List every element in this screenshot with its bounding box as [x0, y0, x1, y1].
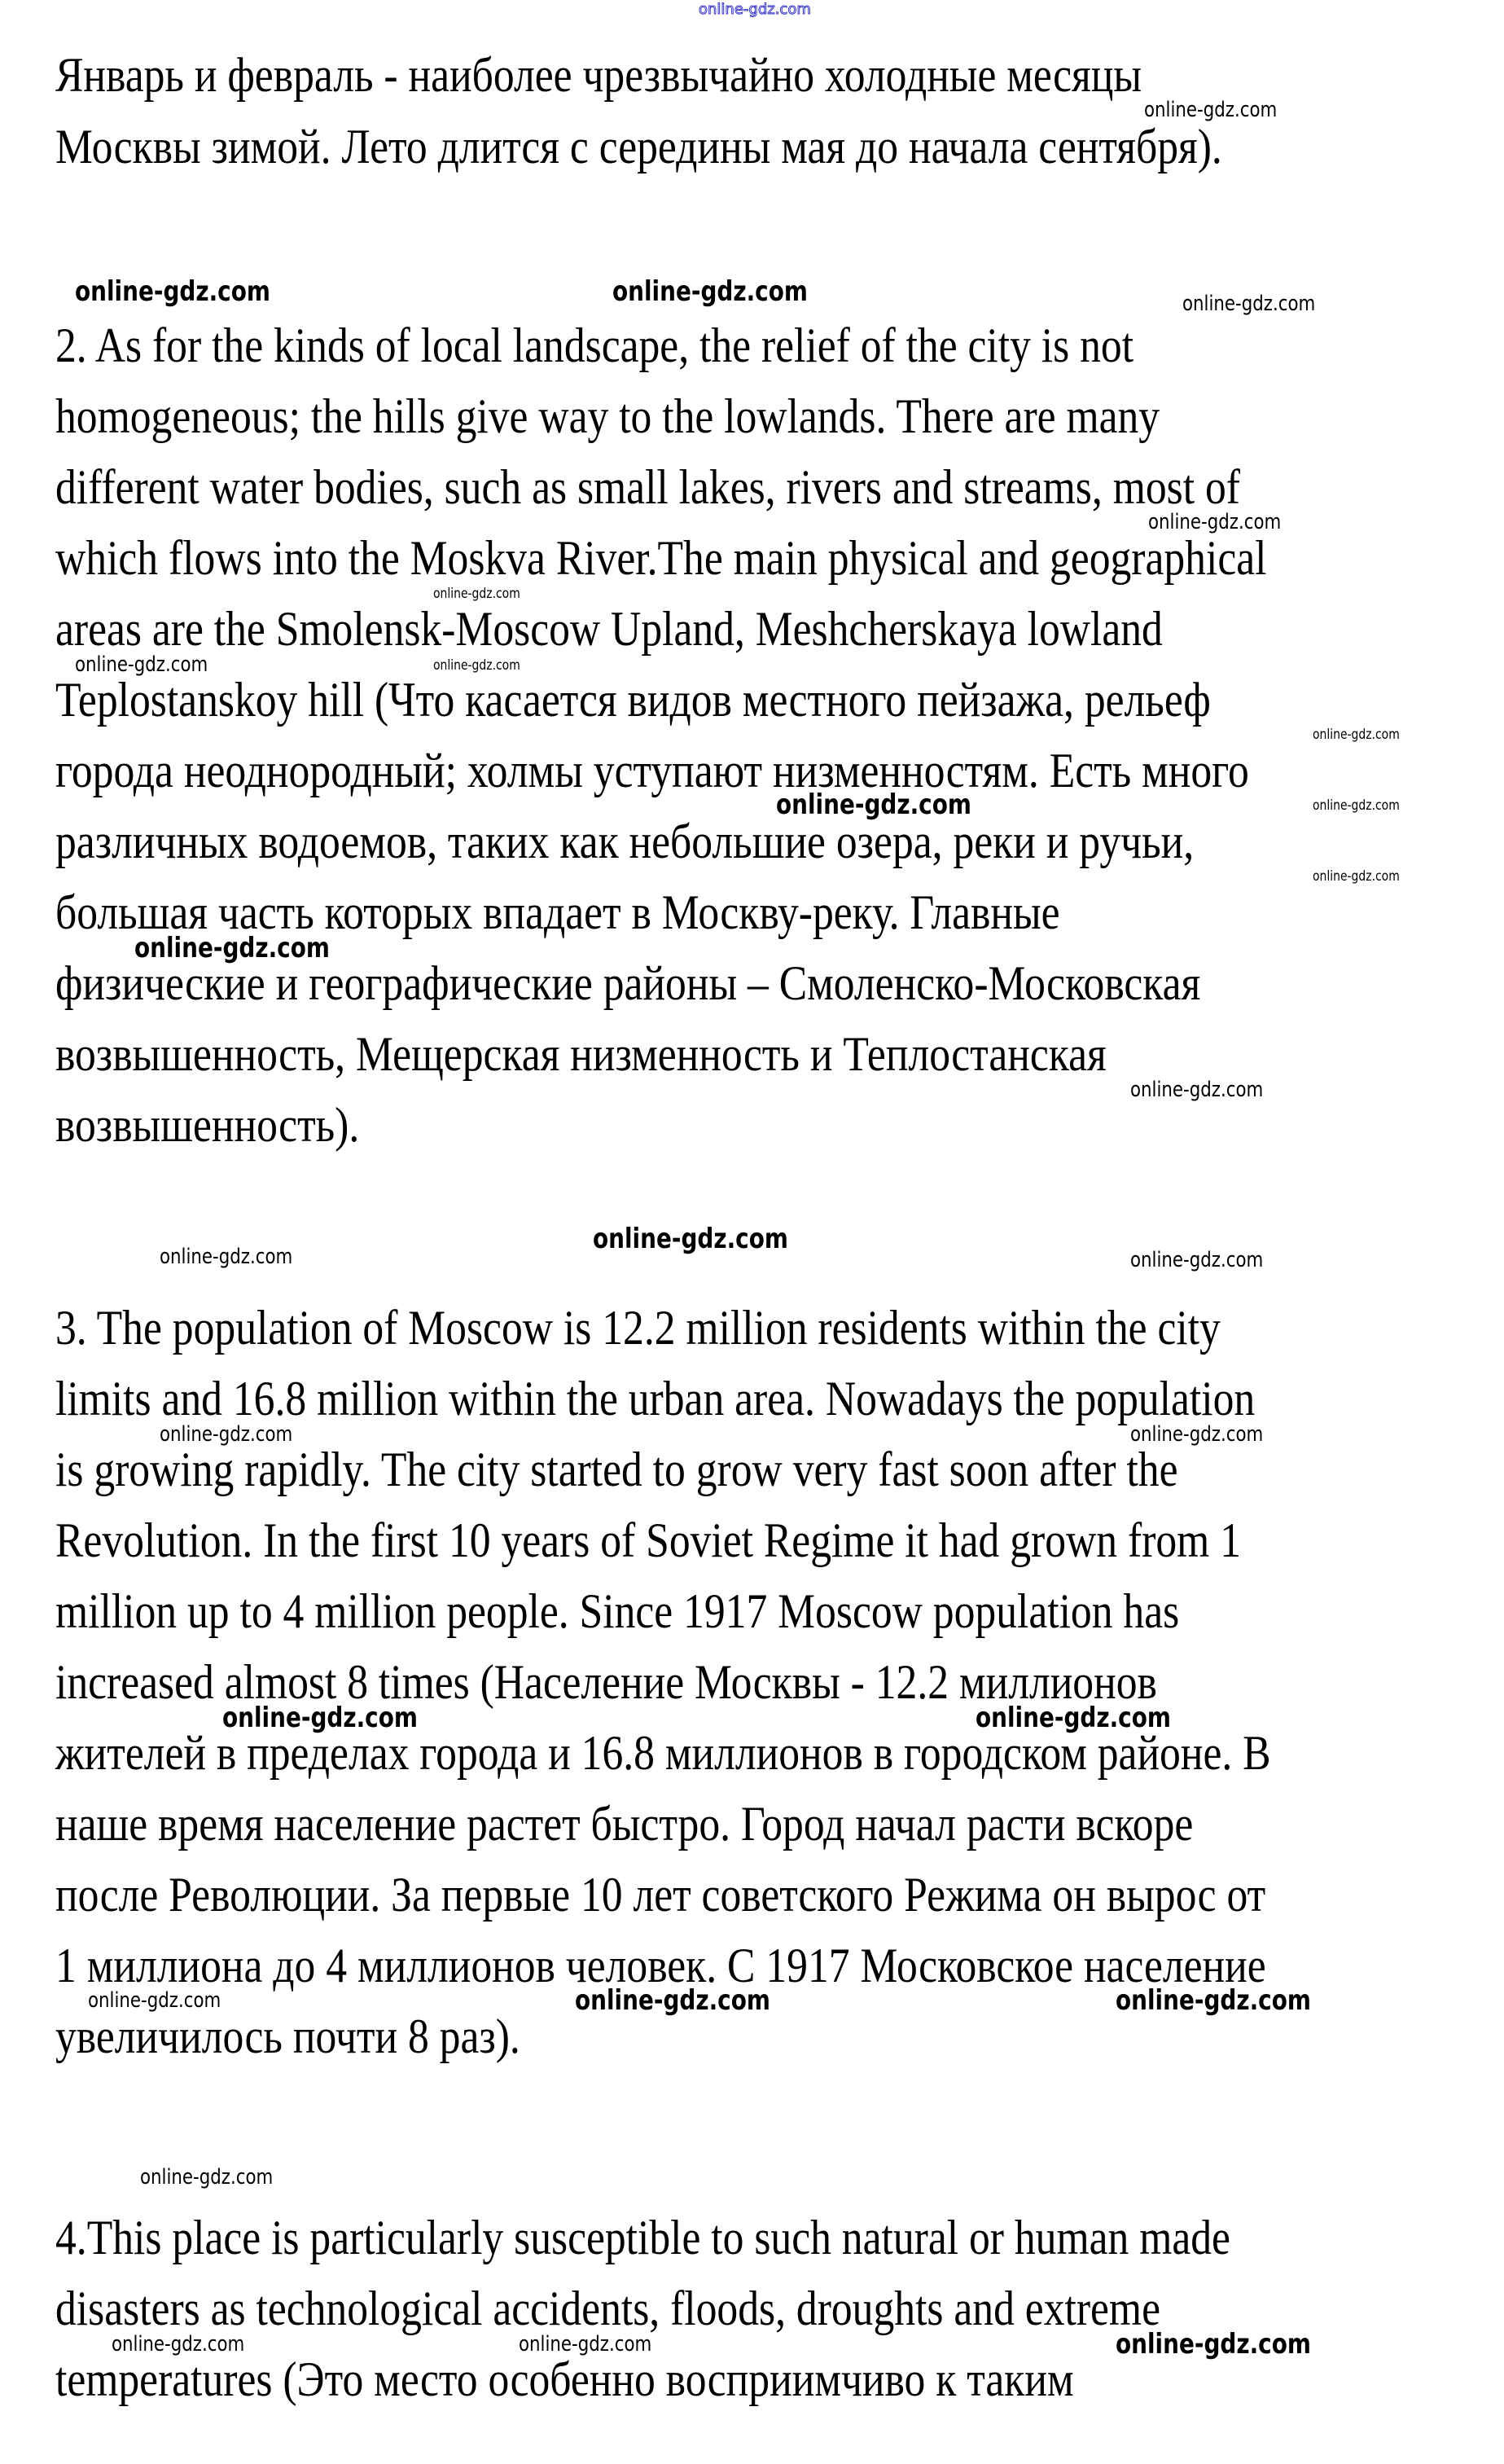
- text-line: increased almost 8 times (Население Москвы - 12.2 миллионов: [55, 1655, 1157, 1709]
- watermark: online-gdz.com: [222, 1702, 418, 1734]
- watermark: online-gdz.com: [433, 657, 520, 674]
- text-line: 3. The population of Moscow is 12.2 million residents within the city: [55, 1301, 1221, 1355]
- text-line: физические и географические районы – Смоленско-Московская: [55, 956, 1201, 1010]
- text-line: 4.This place is particularly susceptible to such natural or human made: [55, 2211, 1230, 2264]
- watermark: online-gdz.com: [88, 1988, 221, 2013]
- text-line: жителей в пределах города и 16.8 миллионов в городском районе. В: [55, 1726, 1271, 1780]
- watermark: online-gdz.com: [1313, 797, 1400, 814]
- text-line: areas are the Smolensk-Moscow Upland, Meshcherskaya lowland: [55, 602, 1163, 656]
- watermark: online-gdz.com: [140, 2165, 274, 2189]
- text-line: после Революции. За первые 10 лет советского Режима он вырос от: [55, 1868, 1266, 1922]
- text-line: million up to 4 million people. Since 1917 Moscow population has: [55, 1584, 1180, 1638]
- text-line: Revolution. In the first 10 years of Soviet Regime it had grown from 1: [55, 1513, 1242, 1567]
- watermark: online-gdz.com: [160, 1422, 293, 1447]
- text-line: homogeneous; the hills give way to the lowlands. There are many: [55, 389, 1160, 443]
- text-line: Teplostanskoy hill (Что касается видов местного пейзажа, рельеф: [55, 673, 1211, 727]
- text-line: limits and 16.8 million within the urban area. Nowadays the population: [55, 1372, 1256, 1425]
- watermark: online-gdz.com: [1116, 2328, 1311, 2361]
- watermark: online-gdz.com: [1148, 510, 1282, 534]
- watermark: online-gdz.com: [1130, 1422, 1264, 1447]
- text-line: увеличилось почти 8 раз).: [55, 2009, 520, 2063]
- watermark: online-gdz.com: [112, 2332, 245, 2356]
- watermark: online-gdz.com: [160, 1245, 293, 1269]
- text-line: различных водоемов, таких как небольшие озера, реки и ручьи,: [55, 815, 1195, 868]
- text-line: Январь и февраль - наиболее чрезвычайно холодные месяцы: [55, 48, 1142, 102]
- watermark: online-gdz.com: [433, 586, 520, 602]
- watermark: online-gdz.com: [575, 1984, 770, 2017]
- text-line: города неоднородный; холмы уступают низменностям. Есть много: [55, 744, 1249, 797]
- watermark: online-gdz.com: [1313, 727, 1400, 743]
- watermark: online-gdz.com: [1144, 98, 1278, 122]
- watermark: online-gdz.com: [1116, 1984, 1311, 2017]
- text-line: 1 миллиона до 4 миллионов человек. С 1917 Московское население: [55, 1939, 1266, 1992]
- watermark: online-gdz.com: [519, 2332, 652, 2356]
- text-line: большая часть которых впадает в Москву-реку. Главные: [55, 885, 1060, 939]
- watermark: online-gdz.com: [1313, 868, 1400, 885]
- watermark-top: online-gdz.com: [699, 1, 811, 18]
- text-line: возвышенность).: [55, 1098, 360, 1152]
- watermark: online-gdz.com: [593, 1223, 788, 1255]
- watermark: online-gdz.com: [612, 275, 808, 308]
- watermark: online-gdz.com: [1130, 1078, 1264, 1102]
- watermark: online-gdz.com: [976, 1702, 1171, 1734]
- text-line: disasters as technological accidents, floods, droughts and extreme: [55, 2282, 1160, 2335]
- text-line: is growing rapidly. The city started to grow very fast soon after the: [55, 1443, 1178, 1496]
- text-line: возвышенность, Мещерская низменность и Теплостанская: [55, 1027, 1107, 1081]
- text-line: 2. As for the kinds of local landscape, the relief of the city is not: [55, 318, 1134, 372]
- watermark: online-gdz.com: [75, 275, 270, 308]
- text-line: which flows into the Moskva River.The main physical and geographical: [55, 531, 1267, 585]
- watermark: online-gdz.com: [1182, 292, 1316, 316]
- text-line: different water bodies, such as small lakes, rivers and streams, most of: [55, 460, 1240, 514]
- watermark: online-gdz.com: [1130, 1248, 1264, 1272]
- watermark: online-gdz.com: [75, 652, 208, 677]
- watermark: online-gdz.com: [134, 932, 330, 964]
- text-line: Москвы зимой. Лето длится с середины мая до начала сентября).: [55, 120, 1222, 173]
- text-line: temperatures (Это место особенно восприимчиво к таким: [55, 2352, 1074, 2406]
- text-line: наше время население растет быстро. Город начал расти вскоре: [55, 1797, 1194, 1851]
- watermark: online-gdz.com: [776, 788, 971, 821]
